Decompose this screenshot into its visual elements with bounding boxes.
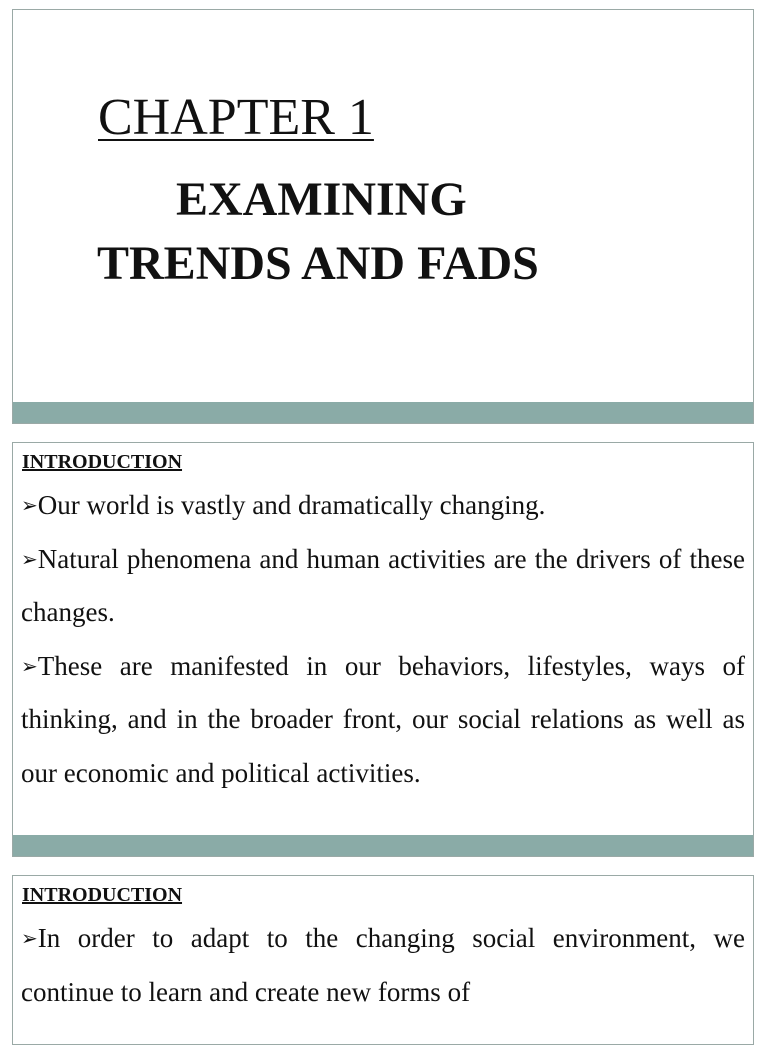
chapter-subtitle-line-2: TRENDS AND FADS [97,237,539,290]
bullet-item [21,640,745,801]
bullet-text: Natural phenomena and human activities are the drivers of these changes. [21,543,745,627]
arrow-bullet-icon: ➢ [21,926,38,950]
bullet-text: In order to adapt to the changing social environment, we continue to learn and create new forms of [21,923,745,1007]
bullet-item [21,533,745,640]
slide-accent-bar [13,835,753,856]
arrow-bullet-icon: ➢ [21,546,38,571]
bullet-list [21,479,745,800]
slide-accent-bar [13,402,753,423]
introduction-slide-2 [12,875,754,1045]
arrow-bullet-icon: ➢ [21,653,38,678]
bullet-item [21,479,745,533]
title-slide [12,9,754,424]
bullet-list [21,912,745,1019]
chapter-title: CHAPTER 1 [98,89,374,146]
bullet-item [21,912,745,1019]
section-heading: INTRODUCTION [22,451,183,473]
bullet-text: These are manifested in our behaviors, lifestyles, ways of thinking, and in the broader front, our social relations as well as our economic and political activities. [21,650,745,788]
section-heading: INTRODUCTION [22,884,183,906]
arrow-bullet-icon: ➢ [21,493,38,517]
introduction-slide-1 [12,442,754,857]
chapter-subtitle [97,168,539,296]
bullet-text: Our world is vastly and dramatically changing. [37,490,546,520]
chapter-subtitle-line-1: EXAMINING [176,173,467,226]
